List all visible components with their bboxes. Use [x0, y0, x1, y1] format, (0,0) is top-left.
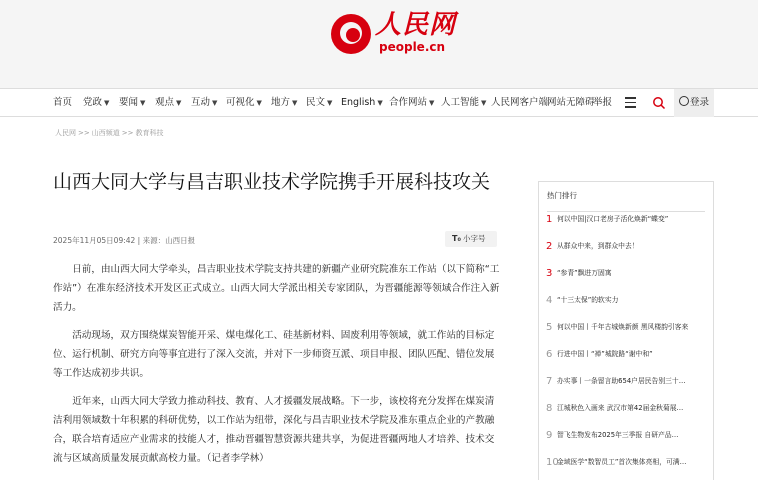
chevron-down-icon: ▼	[429, 99, 435, 107]
chevron-down-icon: ▼	[256, 99, 262, 107]
hot-ranking-item[interactable]	[546, 348, 710, 372]
hot-item-title: “参青”飘进万固寓	[557, 269, 612, 277]
nav-item[interactable]	[271, 89, 297, 117]
nav-item[interactable]	[306, 89, 332, 117]
nav-item[interactable]	[53, 89, 72, 117]
breadcrumb-link[interactable]: 人民网	[55, 129, 76, 137]
article-body	[53, 260, 500, 477]
chevron-down-icon: ▼	[292, 99, 298, 107]
nav-item-label: 民文	[306, 97, 326, 108]
chevron-down-icon: ▼	[176, 99, 182, 107]
hot-ranking-title: 热门排行	[547, 191, 577, 200]
nav-item[interactable]	[155, 89, 181, 117]
hot-ranking-item[interactable]	[546, 456, 710, 480]
people-logo[interactable]	[331, 10, 456, 54]
hot-item-title: “十三太保”的软实力	[557, 296, 619, 304]
nav-item-label: 地方	[271, 97, 291, 108]
chevron-down-icon: ▼	[140, 99, 146, 107]
rank-number: 3	[546, 268, 553, 279]
rank-number: 8	[546, 403, 553, 414]
chevron-down-icon: ▼	[327, 99, 333, 107]
rank-number: 6	[546, 349, 553, 360]
nav-item-label: English	[341, 97, 376, 108]
article-meta: 2025年11月05日09:42 | 来源：山西日报	[53, 236, 196, 245]
hot-item-title: 江城秋色入画来 武汉市第42届金秋菊展…	[557, 404, 684, 412]
hot-item-title: 行进中国丨“禅”城院路“谢中和”	[557, 350, 653, 358]
hot-ranking-item[interactable]	[546, 267, 710, 291]
nav-item[interactable]	[389, 89, 434, 117]
chevron-down-icon: ▼	[481, 99, 487, 107]
breadcrumb	[55, 128, 165, 138]
article-paragraph: 活动现场，双方围绕煤炭智能开采、煤电煤化工、硅基新材料、固废利用等领域，就工作站的目标定位、运行机制、研究方向等事宜进行了深入交流，并对下一步师资互派、项目申报、团队匹配、错位发展等工作达成初步共识。	[53, 330, 495, 379]
nav-item-label: 合作网站	[389, 97, 428, 108]
article-paragraph: 近年来，山西大同大学致力推动科技、教育、人才援疆发展战略。下一步，该校将充分发挥在煤炭清洁利用领域数十年积累的科研优势，以工作站为纽带，深化与昌吉职业技术学院及准东重点企业的产教融合，联合培育适应产业需求的技能人才，推动晋疆智慧资源共建共享，为促进晋疆两地人才培养、技术交流与区域高质量发展贡献高校力量。（记者李学林）	[53, 396, 495, 464]
chevron-down-icon: ▼	[377, 99, 383, 107]
nav-item[interactable]	[491, 89, 548, 117]
breadcrumb-link[interactable]: 教育科技	[135, 129, 164, 137]
font-size-toggle-button[interactable]	[445, 231, 497, 247]
logo-chinese-text: 人民网	[375, 10, 457, 40]
nav-item-label: 可视化	[226, 97, 255, 108]
hot-item-title: 何以中国丨千年古城焕新颜 黑风楼韵引客来	[557, 323, 689, 331]
nav-item-label: 举报	[593, 97, 613, 108]
chevron-down-icon: ▼	[212, 99, 218, 107]
hot-item-title: 从群众中来，到群众中去！	[557, 242, 639, 250]
nav-item[interactable]	[119, 89, 145, 117]
article-paragraph: 日前，由山西大同大学牵头，昌吉职业技术学院支持共建的新疆产业研究院准东工作站（以下简称“工作站”）在准东经济技术开发区正式成立。山西大同大学派出相关专家团队，为晋疆能源等领域合作注入新活力。	[53, 264, 500, 313]
breadcrumb-link[interactable]: 山西频道	[91, 129, 120, 137]
rank-number: 10	[546, 457, 559, 468]
hot-ranking-item[interactable]	[546, 294, 710, 318]
hot-item-title: 智飞生物发布2025年三季报 自研产品…	[557, 431, 679, 439]
rank-number: 5	[546, 322, 553, 333]
hot-ranking-item[interactable]	[546, 240, 710, 264]
font-size-icon: T₀	[452, 234, 461, 243]
hot-item-title: 金域医学“数智员工”首次集体亮相，可满…	[557, 458, 687, 466]
chevron-down-icon: ▼	[104, 99, 110, 107]
nav-item-label: 网站无障碍	[547, 97, 595, 108]
logo-english-text: people.cn	[379, 40, 446, 54]
nav-item-label: 要闻	[119, 97, 139, 108]
breadcrumb-separator: >>	[121, 129, 134, 137]
hot-ranking-item[interactable]	[546, 375, 710, 399]
nav-item-label: 人民网客户端	[491, 97, 549, 108]
user-icon	[679, 96, 689, 106]
hot-ranking-item[interactable]	[546, 429, 710, 453]
hot-item-title: 何以中国|汉口老房子活化焕新“蝶变”	[557, 215, 669, 223]
menu-icon[interactable]	[625, 97, 636, 108]
nav-item[interactable]	[83, 89, 109, 117]
hot-ranking-item[interactable]	[546, 321, 710, 345]
hot-ranking-item[interactable]	[546, 402, 710, 426]
hot-ranking-panel	[538, 181, 714, 480]
rank-number: 1	[546, 214, 553, 225]
site-header	[0, 0, 758, 88]
nav-item[interactable]	[226, 89, 262, 117]
nav-item[interactable]	[441, 89, 486, 117]
nav-item-label: 人工智能	[441, 97, 480, 108]
divider	[547, 211, 705, 212]
main-nav	[0, 88, 758, 117]
article-title: 山西大同大学与昌吉职业技术学院携手开展科技攻关	[53, 171, 491, 193]
nav-item-label: 观点	[155, 97, 175, 108]
nav-item[interactable]	[191, 89, 217, 117]
nav-item-label: 互动	[191, 97, 211, 108]
nav-item-label: 首页	[53, 97, 73, 108]
rank-number: 9	[546, 430, 553, 441]
search-icon[interactable]	[652, 96, 666, 110]
logo-emblem-icon	[331, 14, 371, 54]
rank-number: 2	[546, 241, 553, 252]
nav-item-label: 党政	[83, 97, 103, 108]
nav-item[interactable]	[593, 89, 612, 117]
hot-item-title: 办实事丨一条留言助654户居民告别三十…	[557, 377, 686, 385]
nav-item[interactable]	[341, 89, 383, 117]
breadcrumb-separator: >>	[78, 129, 90, 137]
hot-ranking-item[interactable]	[546, 213, 710, 237]
login-label: 登录	[690, 97, 710, 108]
rank-number: 7	[546, 376, 553, 387]
login-button[interactable]	[674, 89, 714, 117]
font-size-label: 小字号	[462, 234, 486, 243]
rank-number: 4	[546, 295, 553, 306]
nav-item[interactable]	[547, 89, 595, 117]
